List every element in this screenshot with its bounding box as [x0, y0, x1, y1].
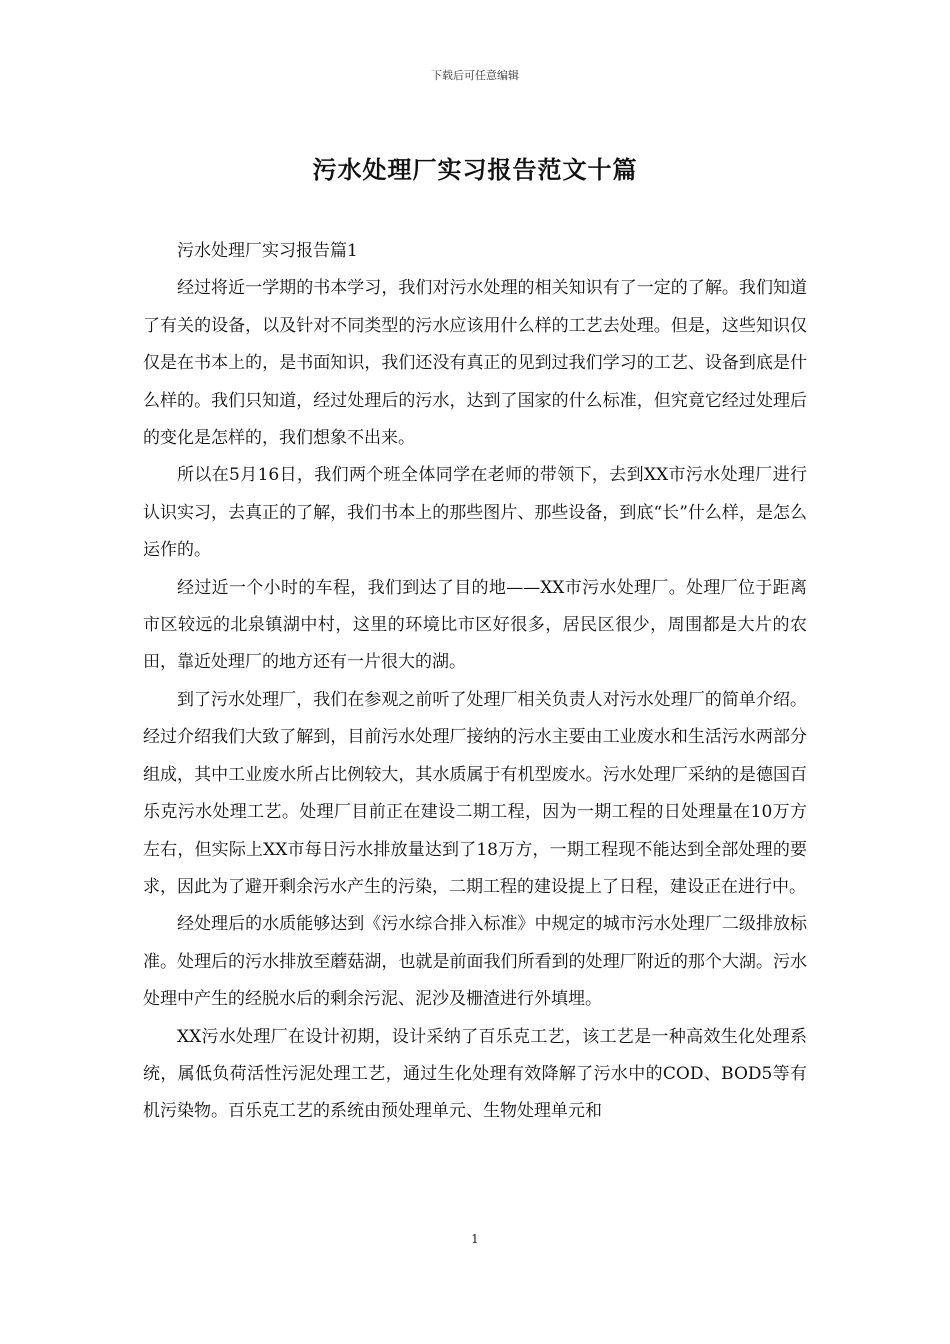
document-title: 污水处理厂实习报告范文十篇 — [312, 155, 638, 184]
body-paragraph: 所以在5月16日，我们两个班全体同学在老师的带领下，去到XX市污水处理厂进行认识实习，去真正的了解，我们书本上的那些图片、那些设备，到底“长”什么样，是怎么运作的。 — [143, 465, 807, 561]
body-paragraph: XX污水处理厂在设计初期，设计采纳了百乐克工艺，该工艺是一种高效生化处理系统，属低负荷活性污泥处理工艺，通过生化处理有效降解了污水中的COD、BOD5等有机污染物。百乐克工艺的系统由预处理单元、生物处理单元和 — [143, 1026, 807, 1122]
body-paragraph: 到了污水处理厂，我们在参观之前听了处理厂相关负责人对污水处理厂的简单介绍。经过介绍我们大致了解到，目前污水处理厂接纳的污水主要由工业废水和生活污水两部分组成，其中工业废水所占比例较大，其水质属于有机型废水。污水处理厂采纳的是德国百乐克污水处理工艺。处理厂目前正在建设二期工程，因为一期工程的日处理量在10万方左右，但实际上XX市每日污水排放量达到了18万方，一期工程现不能达到全部处理的要求，因此为了避开剩余污水产生的污染，二期工程的建设提上了日程，建设正在进行中。 — [143, 689, 807, 897]
document-body — [143, 233, 807, 1131]
section-heading: 污水处理厂实习报告篇1 — [177, 241, 358, 261]
body-paragraph: 经过将近一学期的书本学习，我们对污水处理的相关知识有了一定的了解。我们知道了有关的设备，以及针对不同类型的污水应该用什么样的工艺去处理。但是，这些知识仅仅是在书本上的，是书面知识，我们还没有真正的见到过我们学习的工艺、设备到底是什么样的。我们只知道，经过处理后的污水，达到了国家的什么标准，但究竟它经过处理后的变化是怎样的，我们想象不出来。 — [143, 278, 807, 449]
body-paragraph: 经过近一个小时的车程，我们到达了目的地——XX市污水处理厂。处理厂位于距离市区较远的北泉镇湖中村，这里的环境比市区好很多，居民区很少，周围都是大片的农田，靠近处理厂的地方还有一片很大的湖。 — [143, 577, 807, 673]
body-paragraph: 经处理后的水质能够达到《污水综合排入标准》中规定的城市污水处理厂二级排放标准。处理后的污水排放至蘑菇湖，也就是前面我们所看到的处理厂附近的那个大湖。污水处理中产生的经脱水后的剩余污泥、泥沙及栅渣进行外填埋。 — [143, 914, 807, 1010]
header-note: 下载后可任意编辑 — [431, 69, 519, 82]
page-number: 1 — [471, 1232, 479, 1246]
